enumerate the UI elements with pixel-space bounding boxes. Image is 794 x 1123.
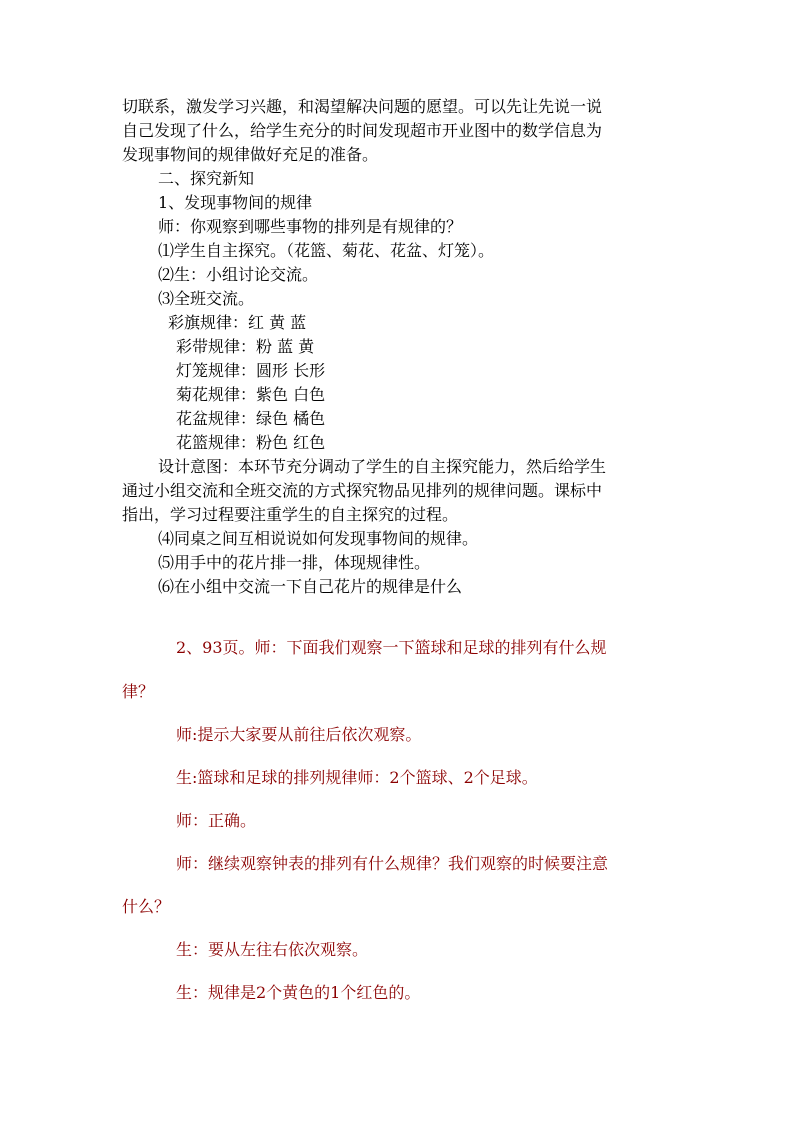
design-intent-line-3: 指出，学习过程要注重学生的自主探究的过程。: [122, 505, 459, 524]
basketball-question-line-2: 律？: [122, 682, 155, 701]
step-1: ⑴学生自主探究。（花篮、菊花、花盆、灯笼）。: [158, 241, 495, 260]
teacher-hint: 师:提示大家要从前往后依次观察。: [176, 725, 422, 744]
rule-flower-baskets: 花篮规律：粉色 红色: [176, 433, 326, 452]
step-3: ⑶全班交流。: [158, 289, 255, 308]
student-answer-pattern: 生：规律是2个黄色的1个红色的。: [176, 983, 421, 1002]
design-intent-line-1: 设计意图：本环节充分调动了学生的自主探究能力，然后给学生: [158, 457, 607, 476]
student-answer-balls: 生:篮球和足球的排列规律师：2个篮球、2个足球。: [176, 768, 538, 787]
clock-question-line-1: 师：继续观察钟表的排列有什么规律？我们观察的时候要注意: [176, 854, 609, 873]
section-heading: 二、探究新知: [158, 169, 255, 188]
basketball-question-line-1: 2、93页。师：下面我们观察一下篮球和足球的排列有什么规: [176, 638, 607, 657]
student-answer-direction: 生：要从左往右依次观察。: [176, 940, 369, 959]
intro-line-1: 切联系，激发学习兴趣，和渴望解决问题的愿望。可以先让先说一说: [122, 97, 603, 116]
step-4: ⑷同桌之间互相说说如何发现事物间的规律。: [158, 529, 479, 548]
intro-line-2: 自己发现了什么，给学生充分的时间发现超市开业图中的数学信息为: [122, 121, 603, 140]
design-intent-line-2: 通过小组交流和全班交流的方式探究物品见排列的规律问题。课标中: [122, 481, 603, 500]
step-2: ⑵生：小组讨论交流。: [158, 265, 319, 284]
clock-question-line-2: 什么？: [122, 897, 171, 916]
step-5: ⑸用手中的花片排一排，体现规律性。: [158, 553, 431, 572]
teacher-question: 师：你观察到哪些事物的排列是有规律的？: [158, 217, 463, 236]
step-6: ⑹在小组中交流一下自己花片的规律是什么: [158, 577, 463, 596]
rule-ribbons: 彩带规律：粉 蓝 黄: [176, 337, 315, 356]
rule-lanterns: 灯笼规律：圆形 长形: [176, 361, 326, 380]
rule-chrysanthemums: 菊花规律：紫色 白色: [176, 385, 326, 404]
subheading: 1、发现事物间的规律: [158, 193, 313, 212]
rule-flowerpots: 花盆规律：绿色 橘色: [176, 409, 326, 428]
intro-line-3: 发现事物间的规律做好充足的准备。: [122, 145, 379, 164]
rule-flags: 彩旗规律：红 黄 蓝: [168, 313, 307, 332]
teacher-correct: 师：正确。: [176, 811, 257, 830]
